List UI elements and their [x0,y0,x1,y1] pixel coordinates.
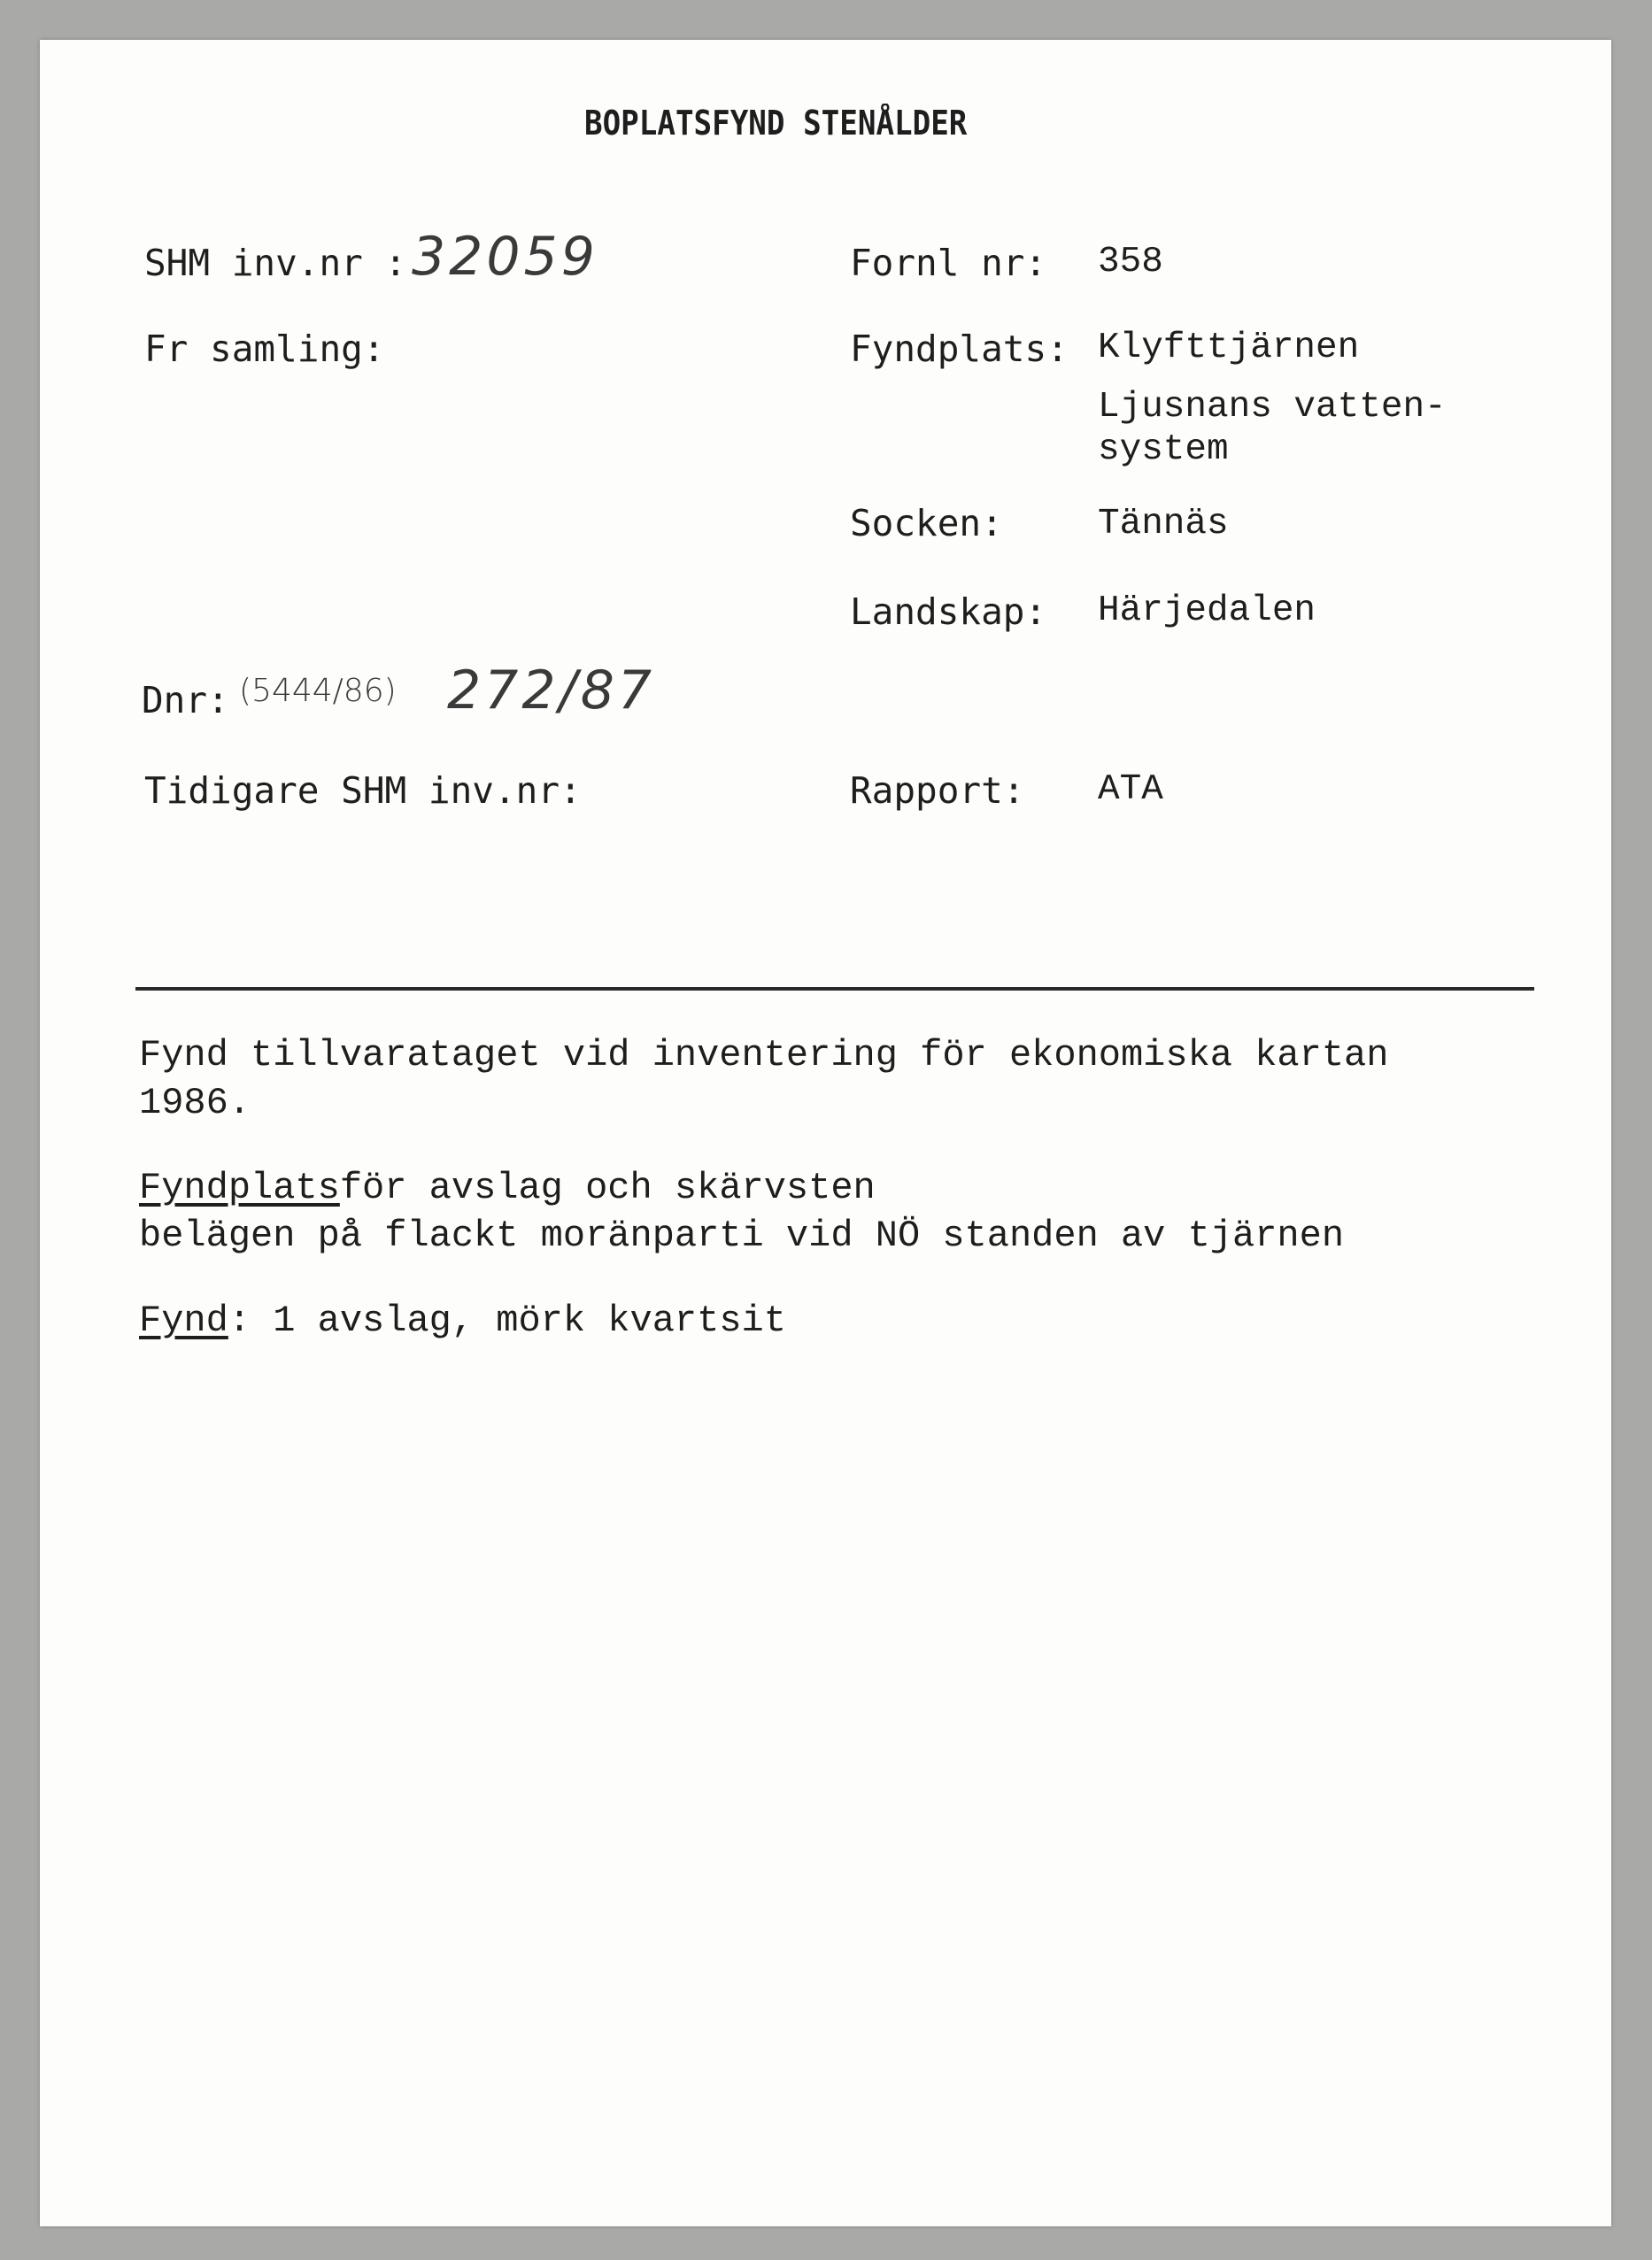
body-paragraph-3 [139,1297,786,1345]
fr-samling-label: Fr samling: [144,328,385,370]
fornl-nr-value: 358 [1098,242,1163,282]
socken-label: Socken: [850,502,1003,544]
body-p1-line2: 1986. [139,1082,251,1124]
body-p2-line1 [139,1164,1344,1212]
fynd-heading: Fynd [139,1300,228,1342]
body-p3-rest: : 1 avslag, mörk kvartsit [228,1300,786,1342]
fyndplats-value-line1: Klyfttjärnen [1098,328,1360,368]
body-paragraph-2 [139,1164,1344,1260]
record-card [40,40,1611,2226]
dnr-new-value: 272/87 [447,659,656,721]
body-p2-line1-rest: för avslag och skärvsten [339,1167,876,1209]
fyndplats-value-line3: system [1098,429,1229,470]
fyndplats-label: Fyndplats: [850,328,1069,370]
body-p2-line2: belägen på flackt moränparti vid NÖ standen av tjärnen [139,1215,1345,1257]
dnr-old-value: (5444/86) [239,673,397,709]
fyndplats-value-line2: Ljusnans vatten- [1098,387,1447,428]
socken-value: Tännäs [1098,504,1229,544]
body-paragraph-1 [139,1031,1388,1127]
rapport-value: ATA [1098,769,1163,810]
fornl-nr-label: Fornl nr: [850,242,1047,284]
shm-inv-value: 32059 [412,226,598,288]
shm-inv-label: SHM inv.nr : [144,242,407,284]
tidigare-shm-label: Tidigare SHM inv.nr: [144,769,582,812]
card-title: BOPLATSFYND STENÅLDER [584,104,968,143]
dnr-label: Dnr: [142,679,229,721]
fyndplats-heading: Fyndplats [139,1167,340,1209]
landskap-value: Härjedalen [1098,590,1316,631]
landskap-label: Landskap: [850,590,1047,633]
divider-rule [135,987,1534,991]
body-p1-line1: Fynd tillvarataget vid inventering för ekonomiska kartan [139,1034,1389,1076]
rapport-label: Rapport: [850,769,1025,812]
